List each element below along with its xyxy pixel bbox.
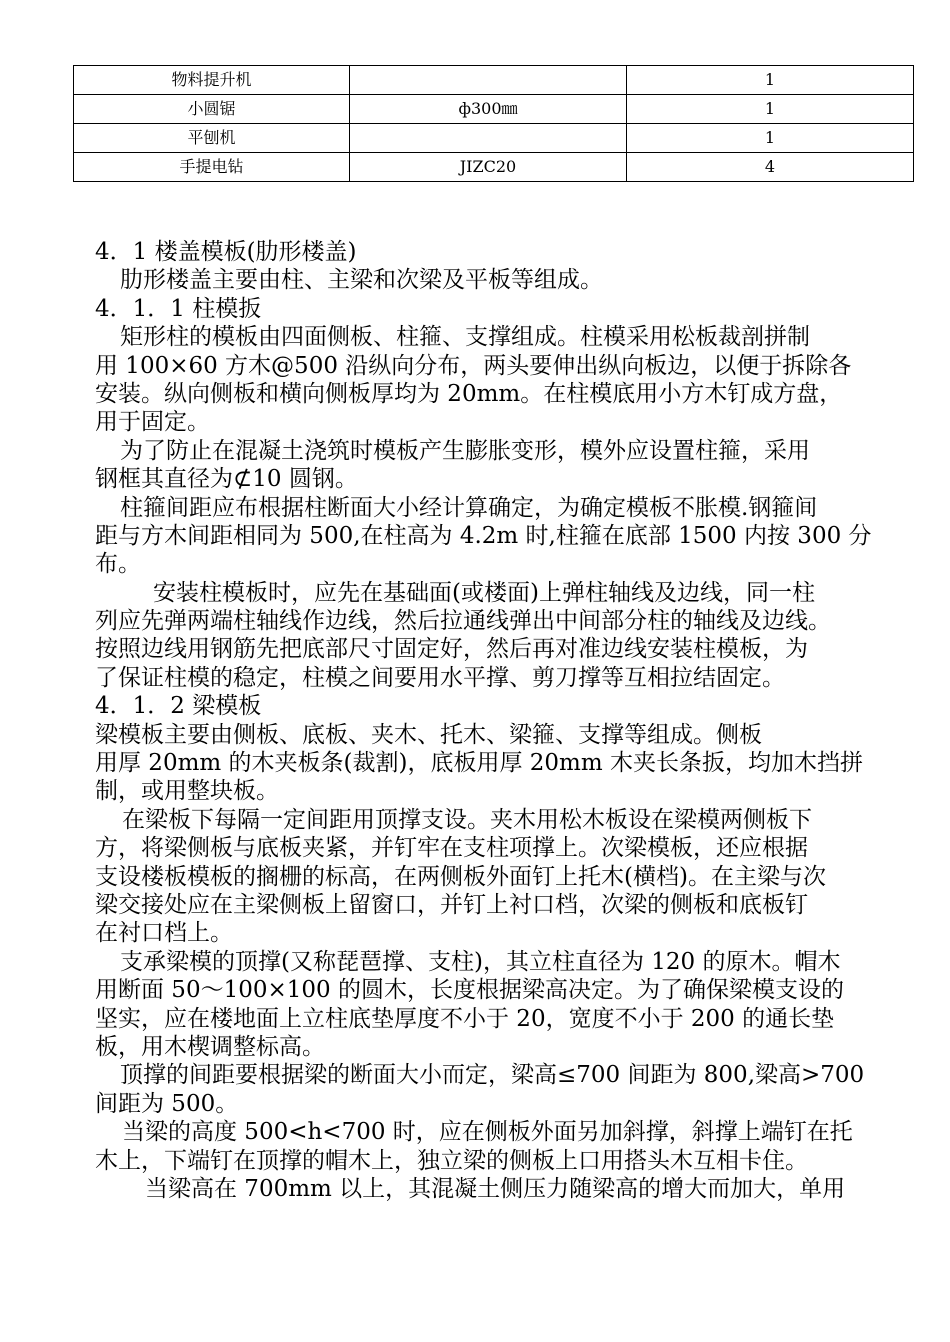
text-line: 支设楼板模板的搁栅的标高，在两侧板外面钉上托木(横档)。在主梁与次 bbox=[95, 863, 826, 890]
equipment-spec-cell: ф300㎜ bbox=[350, 95, 627, 124]
text-line: 顶撑的间距要根据梁的断面大小而定，梁高≤700 间距为 800,梁高>700 bbox=[120, 1062, 865, 1089]
text-line: 木上，下端钉在顶撑的帽木上，独立梁的侧板上口用搭头木互相卡住。 bbox=[95, 1147, 808, 1174]
text-line: 当梁高在 700mm 以上，其混凝土侧压力随梁高的增大而加大，单用 bbox=[145, 1175, 846, 1202]
text-line: 当梁的高度 500<h<700 时，应在侧板外面另加斜撑，斜撑上端钉在托 bbox=[122, 1119, 853, 1146]
text-line: 4．1．2 梁模板 bbox=[95, 693, 262, 720]
text-line: 用厚 20mm 的木夹板条(裁割)，底板用厚 20mm 木夹长条扳，均加木挡拼 bbox=[95, 750, 863, 777]
text-line: 按照边线用钢筋先把底部尺寸固定好，然后再对准边线安装柱模板，为 bbox=[95, 636, 808, 663]
text-line: 矩形柱的模板由四面侧板、柱箍、支撑组成。柱模采用松板裁剖拼制 bbox=[120, 324, 810, 351]
text-line: 板，用木楔调整标高。 bbox=[95, 1033, 325, 1060]
table-row bbox=[74, 95, 914, 124]
text-line: 4．1．1 柱模扳 bbox=[95, 295, 262, 322]
equipment-name-cell: 平刨机 bbox=[74, 124, 350, 153]
text-line: 坚实，应在楼地面上立柱底垫厚度不小于 20，宽度不小于 200 的通长垫 bbox=[95, 1005, 835, 1032]
text-line: 用断面 50～100×100 的圆木，长度根据梁高决定。为了确保梁模支设的 bbox=[95, 977, 844, 1004]
text-line: 4．1 楼盖模板(肋形楼盖) bbox=[95, 239, 357, 265]
text-line: 梁交接处应在主梁侧板上留窗口，并钉上衬口档，次梁的侧板和底板钉 bbox=[95, 891, 808, 918]
text-line: 用 100×60 方木@500 沿纵向分布，两头要伸出纵向板边，以便于拆除各 bbox=[95, 352, 852, 379]
text-line: 安装。纵向侧板和横向侧板厚均为 20mm。在柱模底用小方木钉成方盘， bbox=[95, 380, 843, 407]
table-row bbox=[74, 153, 914, 182]
table-row bbox=[74, 66, 914, 95]
equipment-qty-cell: 1 bbox=[627, 95, 914, 124]
document-body bbox=[95, 238, 910, 1203]
equipment-qty-cell: 1 bbox=[627, 66, 914, 95]
text-line: 在衬口档上。 bbox=[95, 920, 233, 947]
text-line: 柱箍间距应布根据柱断面大小经计算确定，为确定模板不胀模.钢箍间 bbox=[120, 494, 818, 521]
equipment-name-cell: 小圆锯 bbox=[74, 95, 350, 124]
equipment-name-cell: 物料提升机 bbox=[74, 66, 350, 95]
text-line: 列应先弹两端柱轴线作边线，然后拉通线弹出中间部分柱的轴线及边线。 bbox=[95, 608, 831, 635]
equipment-spec-cell bbox=[350, 66, 627, 95]
text-line: 布。 bbox=[95, 551, 141, 578]
text-line: 支承梁模的顶撑(又称琵琶撑、支柱)，其立柱直径为 120 的原木。帽木 bbox=[120, 948, 841, 975]
text-line: 了保证柱模的稳定，柱模之间要用水平撑、剪刀撑等互相拉结固定。 bbox=[95, 664, 785, 691]
table-row bbox=[74, 124, 914, 153]
text-line: 距与方木间距相同为 500,在柱高为 4.2m 时,柱箍在底部 1500 内按 300 分 bbox=[95, 522, 872, 549]
text-line: 为了防止在混凝土浇筑时模板产生膨胀变形，模外应设置柱箍，采用 bbox=[120, 437, 810, 464]
equipment-spec-cell: JIZC20 bbox=[350, 153, 627, 182]
text-line: 安装柱模板时，应先在基础面(或楼面)上弹柱轴线及边线，同一柱 bbox=[153, 579, 815, 606]
text-line: 方，将梁侧板与底板夹紧，并钉牢在支柱项撑上。次梁模板，还应根据 bbox=[95, 835, 808, 862]
text-line: 在梁板下每隔一定间距用顶撑支设。夹木用松木板设在梁模两侧板下 bbox=[122, 806, 812, 833]
equipment-name-cell: 手提电钻 bbox=[74, 153, 350, 182]
equipment-qty-cell: 4 bbox=[627, 153, 914, 182]
text-line: 间距为 500。 bbox=[95, 1090, 239, 1117]
equipment-table bbox=[73, 65, 914, 182]
text-line: 制，或用整块板。 bbox=[95, 778, 279, 805]
text-line: 用于固定。 bbox=[95, 409, 210, 436]
equipment-spec-cell bbox=[350, 124, 627, 153]
text-line: 梁模板主要由侧板、底板、夹木、托木、梁箍、支撑等组成。侧板 bbox=[95, 721, 762, 748]
text-line: 钢框其直径为⊄10 圆钢。 bbox=[95, 466, 358, 493]
text-line: 肋形楼盖主要由柱、主梁和次梁及平板等组成。 bbox=[120, 267, 603, 294]
equipment-qty-cell: 1 bbox=[627, 124, 914, 153]
equipment-table-body bbox=[74, 66, 914, 182]
